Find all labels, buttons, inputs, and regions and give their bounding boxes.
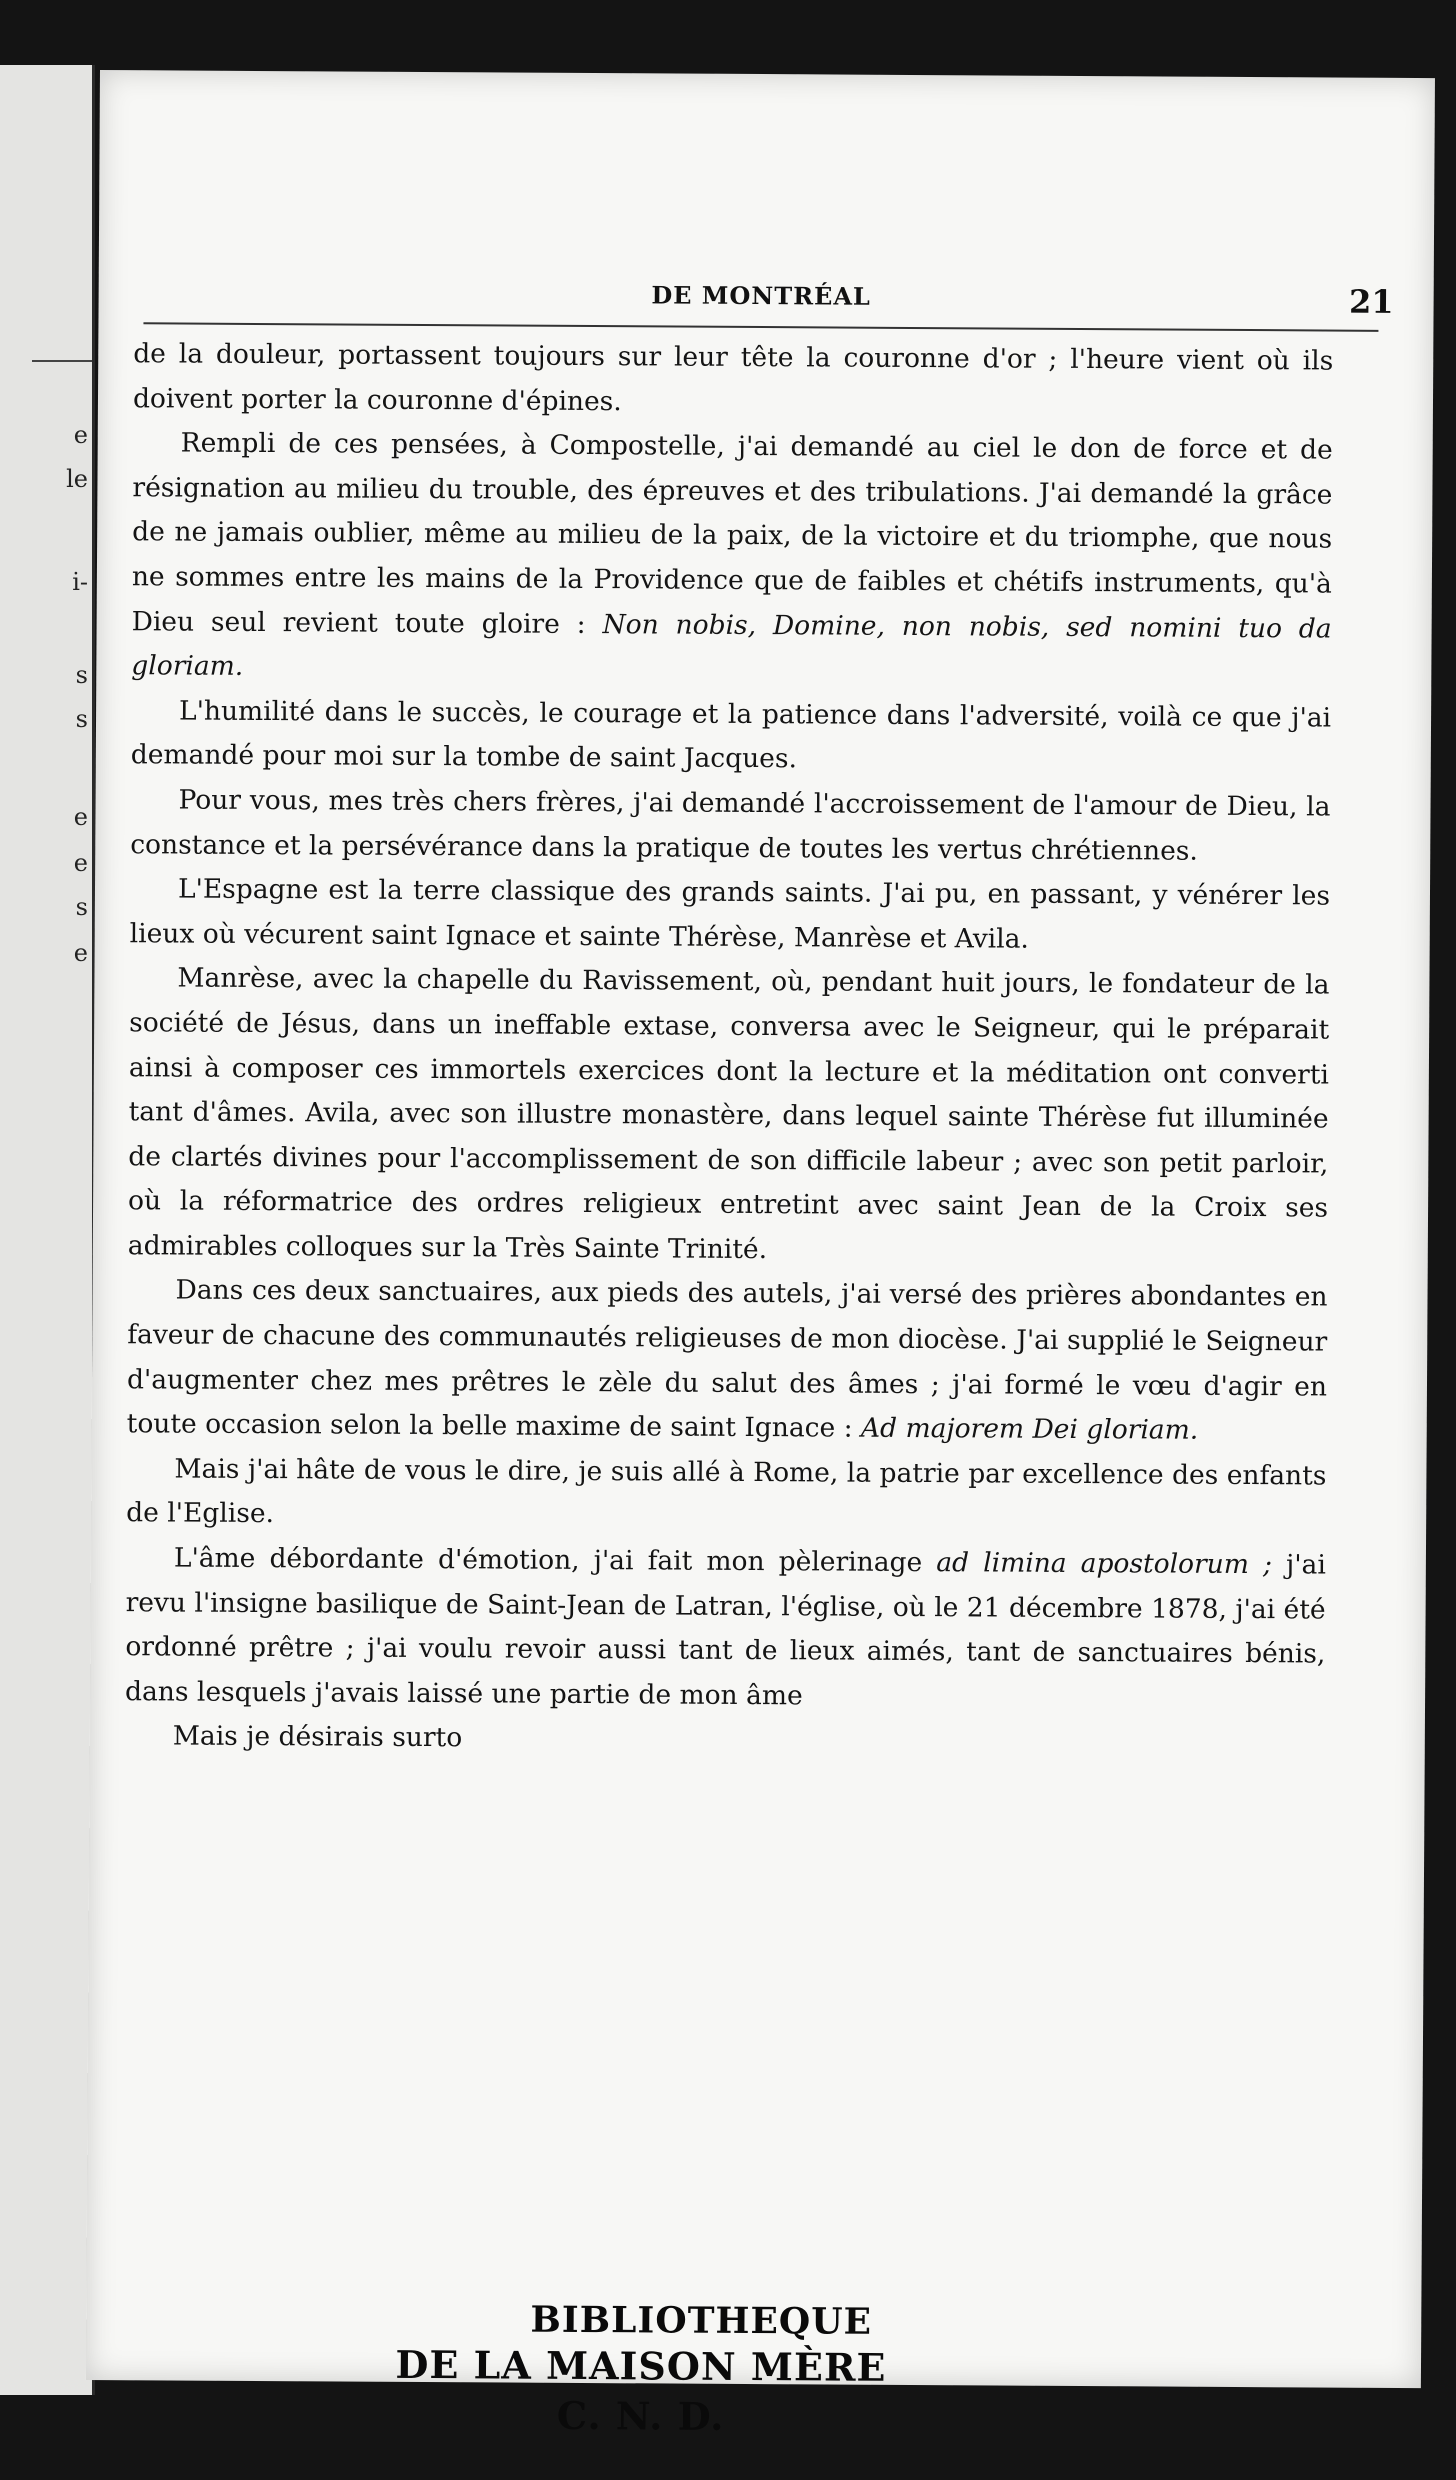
italic-text: ad limina apostolorum ; bbox=[936, 1547, 1273, 1581]
book-page bbox=[86, 70, 1435, 2439]
paragraph-text: Pour vous, mes très chers frères, j'ai demandé l'accroissement de l'amour de Dieu, la constance et la persévérance dans la pratique de toutes les vertus chrétiennes. bbox=[130, 784, 1331, 867]
running-head: DE MONTRÉAL bbox=[651, 280, 871, 311]
stamp-line-2: DE LA MAISON MÈRE bbox=[395, 2341, 887, 2390]
facing-page-fragment: s bbox=[75, 893, 88, 921]
paragraph bbox=[125, 1536, 1326, 1722]
paragraph bbox=[126, 1447, 1327, 1544]
facing-page-fragment: e bbox=[73, 421, 88, 449]
paragraph-text: Mais j'ai hâte de vous le dire, je suis allé à Rome, la patrie par excellence des enfants de l'Eglise. bbox=[126, 1453, 1327, 1530]
paragraph bbox=[128, 957, 1330, 1276]
body-text bbox=[125, 332, 1334, 1766]
paragraph bbox=[131, 421, 1333, 696]
paragraph-text: j'ai revu l'insigne basilique de Saint-Jean de Latran, l'église, où le 21 décembre 1878, j'ai été ordonné prêtre ; j'ai voulu revoir aussi tant de lieux aimés, tant de sanctuaires bénis, dans lesquels j'avais laissé une partie de mon âme bbox=[125, 1549, 1326, 1712]
paragraph-text: Manrèse, avec la chapelle du Ravissement, où, pendant huit jours, le fondateur de la société de Jésus, dans un ineffable extase, conversa avec le Seigneur, qui le préparait ainsi à composer ces immortels exercices dont la lecture et la méditation ont converti tant d'âmes. Avila, avec son illustre monastère, dans lequel sainte Thérèse fut illuminée de clartés divines pour l'accomplissement de son difficile labeur ; avec son petit parloir, où la réformatrice des ordres religieux entretint avec saint Jean de la Croix ses admirables colloques sur la Très Sainte Trinité. bbox=[127, 962, 1330, 1265]
page-header bbox=[129, 275, 1394, 323]
italic-text: Non nobis, Domine, non nobis, sed nomini tuo da gloriam. bbox=[131, 608, 1332, 683]
paragraph bbox=[130, 778, 1331, 875]
facing-page-fragment: i- bbox=[72, 568, 88, 596]
library-stamp bbox=[331, 2296, 952, 2444]
facing-page-fragment: le bbox=[66, 465, 88, 493]
stamp-line-3: C. N. D. bbox=[556, 2392, 725, 2439]
stamp-line-1: BIBLIOTHEQUE bbox=[530, 2298, 873, 2343]
paragraph-text: de la douleur, portassent toujours sur leur tête la couronne d'or ; l'heure vient où ils doivent porter la couronne d'épines. bbox=[132, 338, 1334, 417]
facing-page-rule bbox=[32, 360, 92, 362]
paragraph bbox=[127, 1269, 1328, 1455]
facing-page-fragment: e bbox=[73, 803, 88, 831]
paragraph bbox=[133, 332, 1334, 429]
facing-page-fragment: e bbox=[73, 849, 88, 877]
header-rule bbox=[143, 322, 1378, 332]
facing-page-fragment: e bbox=[73, 939, 88, 967]
paragraph bbox=[130, 867, 1331, 964]
paragraph bbox=[131, 689, 1332, 786]
facing-page-fragment: s bbox=[75, 661, 88, 689]
facing-page-fragment: s bbox=[75, 705, 88, 733]
paragraph-text: Mais je désirais surto bbox=[172, 1720, 463, 1754]
paragraph-text: L'humilité dans le succès, le courage et la patience dans l'adversité, voilà ce que j'ai demandé pour moi sur la tombe de saint Jacques. bbox=[130, 695, 1332, 775]
page-number: 21 bbox=[1348, 282, 1394, 321]
facing-page-edge bbox=[0, 65, 95, 2395]
italic-text: Ad majorem Dei gloriam. bbox=[860, 1412, 1199, 1446]
paragraph bbox=[125, 1715, 1325, 1767]
paragraph-text: L'âme débordante d'émotion, j'ai fait mon pèlerinage bbox=[173, 1542, 937, 1579]
paragraph-text: Rempli de ces pensées, à Compostelle, j'ai demandé au ciel le don de force et de résignation au milieu du trouble, des épreuves et des tribulations. J'ai demandé la grâce de ne jamais oublier, même au milieu de la paix, de la victoire et du triomphe, que nous ne sommes entre les mains de la Providence que de faibles et chétifs instruments, qu'à Dieu seul revient toute gloire : bbox=[131, 427, 1333, 640]
paragraph-text: Dans ces deux sanctuaires, aux pieds des autels, j'ai versé des prières abondantes en faveur de chacune des communautés religieuses de mon diocèse. J'ai supplié le Seigneur d'augmenter chez mes prêtres le zèle du salut des âmes ; j'ai formé le vœu d'agir en toute occasion selon la belle maxime de saint Ignace : bbox=[126, 1274, 1328, 1444]
paragraph-text: L'Espagne est la terre classique des grands saints. J'ai pu, en passant, y vénérer les lieux où vécurent saint Ignace et sainte Thérèse, Manrèse et Avila. bbox=[129, 873, 1331, 955]
